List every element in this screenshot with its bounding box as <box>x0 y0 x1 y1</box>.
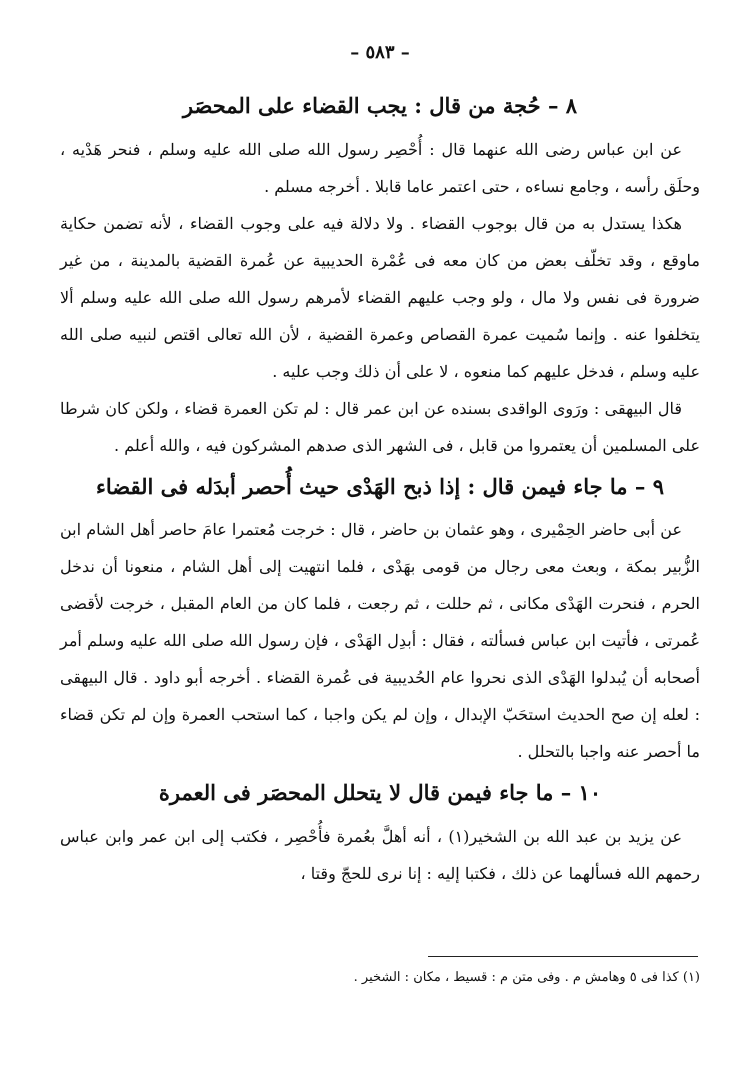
section-heading: ٨ – حُجة من قال : يجب القضاء على المحصَر <box>182 93 578 118</box>
footnote-divider <box>428 956 698 957</box>
paragraph: عن ابن عباس رضى الله عنهما قال : أُحْصِر رسول الله صلى الله عليه وسلم ، فنحر هَدْيه ، وحلَق رأسه ، وجامع نساءه ، حتى اعتمر عاما قابلا . أخرجه مسلم . <box>60 139 700 196</box>
section-heading: ٩ – ما جاء فيمن قال : إذا ذبح الهَدْى حيث أُحصر أبدَله فى القضاء <box>96 473 664 499</box>
page-number: – ٥٨٣ – <box>350 42 410 63</box>
document-page <box>60 28 700 892</box>
section-10 <box>60 776 700 892</box>
paragraph: عن أبى حاضر الحِمْيرى ، وهو عثمان بن حاضر ، قال : خرجت مُعتمرا عامَ حاصر أهل الشام ابن الزُّبير بمكة ، وبعث معى رجال من قومى بهَدْى ، فلما انتهيت إلى أهل الشام ، منعونا أن ندخل الحرم ، فنحرت الهَدْى مكانى ، ثم حللت ، ثم رجعت ، فلما كان من العام المقبل ، خرجت لأقضى عُمرتى ، فأتيت ابن عباس فسألته ، فقال : أبدِل الهَدْى ، فإن رسول الله صلى الله عليه وسلم أمر أصحابه أن يُبدلوا الهَدْى الذى نحروا عام الحُديبية فى عُمرة القضاء . أخرجه أبو داود . قال البيهقى : لعله إن صح الحديث استحَبّ الإبدال ، وإن لم يكن واجبا ، كما استحب العمرة وإن لم تكن قضاء ما أحصر عنه واجبا بالتحلل . <box>60 520 700 762</box>
section-8 <box>60 89 700 464</box>
paragraph: قال البيهقى : ورَوى الواقدى بسنده عن ابن عمر قال : لم تكن العمرة قضاء ، ولكن كان شرطا على المسلمين أن يعتمروا من قابل ، فى الشهر الذى صدهم المشركون فيه ، والله أعلم . <box>60 398 700 455</box>
footnote: (١) كذا فى ٥ وهامش م . وفى متن م : قسيط ، مكان : الشخير . <box>353 970 700 985</box>
section-9 <box>60 470 700 771</box>
paragraph: هكذا يستدل به من قال بوجوب القضاء . ولا دلالة فيه على وجوب القضاء ، لأنه تضمن حكاية ماوقع ، وقد تخلّف بعض من كان معه فى عُمْرة الحديبية عن عُمرة القضية بالمدينة ، من غير ضرورة فى نفس ولا مال ، ولو وجب عليهم القضاء لأمرهم رسول الله صلى الله عليه وسلم ألا يتخلفوا عنه . وإنما سُميت عمرة القصاص وعمرة القضية ، لأن الله تعالى اقتص لنبيه صلى الله عليه وسلم ، فدخل عليهم كما منعوه ، لا على أن ذلك وجب عليه . <box>60 213 700 381</box>
section-heading: ١٠ – ما جاء فيمن قال لا يتحلل المحصَر فى العمرة <box>158 780 602 806</box>
paragraph: عن يزيد بن عبد الله بن الشخير(١) ، أنه أهلَّ بعُمرة فأُحْصِر ، فكتب إلى ابن عمر وابن عباس رحمهم الله فسألهما عن ذلك ، فكتبا إليه : إنا نرى للحجّ وقتا ، <box>60 826 700 883</box>
